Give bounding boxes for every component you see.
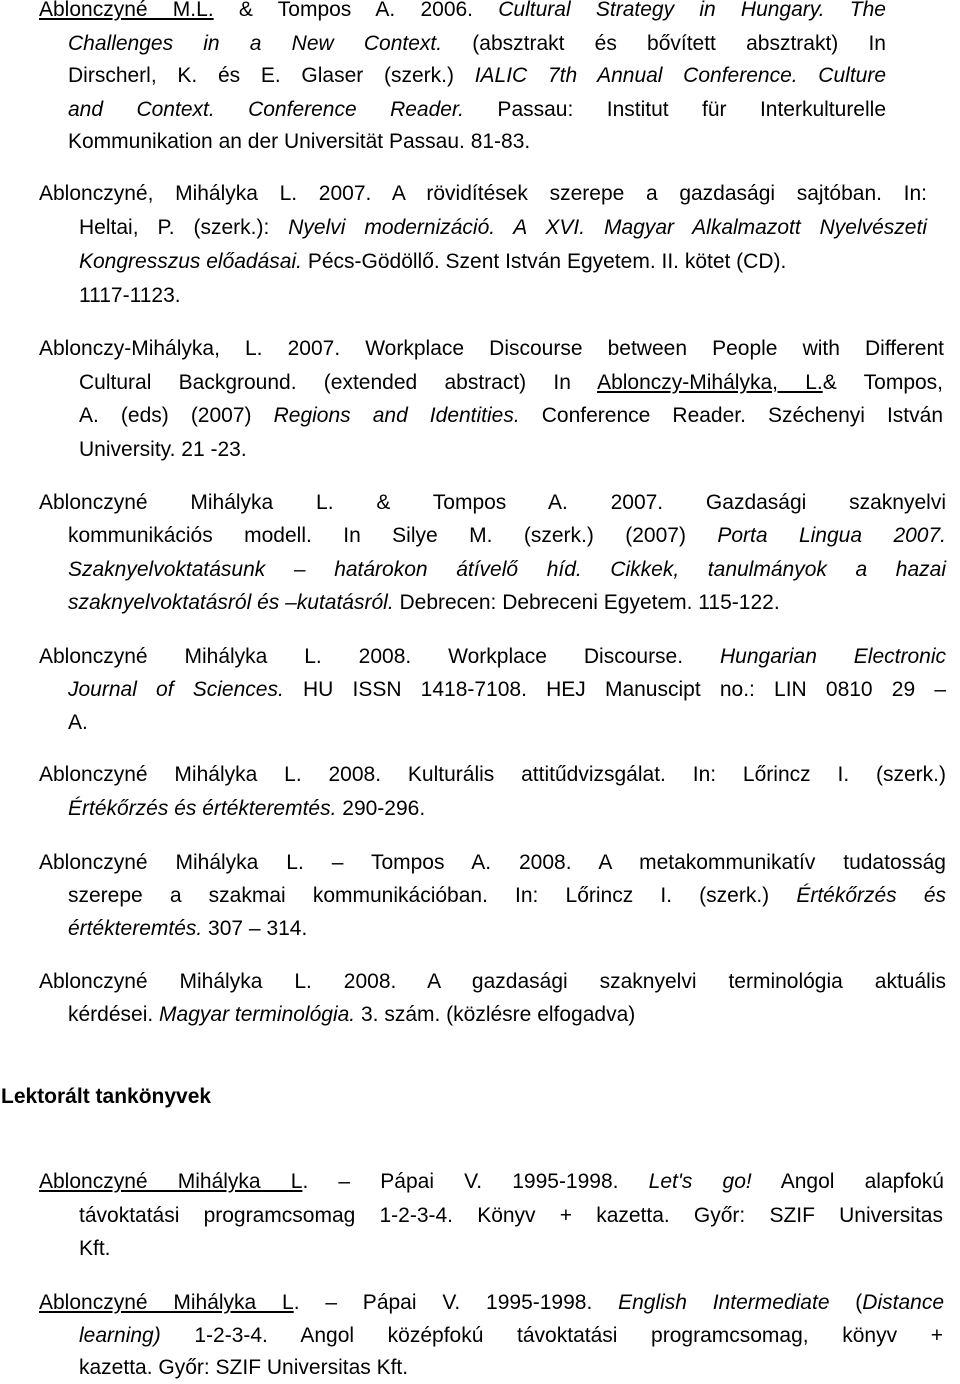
text-segment: (absztrakt és bővített absztrakt) In <box>442 32 886 55</box>
text-segment: University. 21 -23. <box>79 438 247 461</box>
ref-line <box>68 556 946 584</box>
ref-line <box>79 248 786 276</box>
ref-line <box>68 1001 635 1029</box>
text-segment: Kongresszus előadásai. <box>79 250 302 273</box>
ref-line <box>79 214 927 242</box>
ref-line <box>68 96 886 124</box>
text-segment: Passau: Institut für Interkulturelle <box>464 98 887 121</box>
text-segment: Kft. <box>79 1237 111 1260</box>
ref-line <box>39 489 946 517</box>
text-segment: 1-2-3-4. Angol középfokú távoktatási programcsomag, könyv + <box>160 1324 943 1347</box>
text-segment: Debrecen: Debreceni Egyetem. 115-122. <box>393 591 780 614</box>
ref-line <box>79 1322 943 1350</box>
text-segment: Ablonczyné Mihályka L. 2008. Workplace Discourse. <box>39 645 720 668</box>
ref-line <box>79 436 247 464</box>
ref-line <box>79 1235 111 1263</box>
text-segment: ( <box>829 1291 863 1314</box>
ref-line <box>68 522 946 550</box>
ref-line <box>68 915 307 943</box>
ref-line <box>79 1354 408 1382</box>
text-segment: Nyelvi modernizáció. A XVI. Magyar Alkalmazott Nyelvészeti <box>288 216 927 239</box>
text-segment: szerepe a szakmai kommunikációban. In: Lőrincz I. (szerk.) <box>68 884 797 907</box>
text-segment: A. <box>68 711 88 734</box>
section-heading <box>1 1083 211 1111</box>
text-segment: 1117-1123. <box>79 284 181 307</box>
text-segment: Ablonczyné Mihályka L. & Tompos A. 2007. Gazdasági szaknyelvi <box>39 491 946 514</box>
text-segment: Ablonczyné Mihályka L. – Tompos A. 2008. A metakommunikatív tudatosság <box>39 851 946 874</box>
text-segment: & Tompos A. 2006. <box>213 0 499 21</box>
text-segment: Ablonczyné Mihályka L <box>39 1291 294 1314</box>
text-segment: Dirscherl, K. és E. Glaser (szerk.) <box>68 64 475 87</box>
text-segment: Értékőrzés és <box>796 884 946 907</box>
text-segment: HU ISSN 1418-7108. HEJ Manuscipt no.: LIN 0810 29 – <box>283 678 947 701</box>
ref-line <box>68 795 425 823</box>
ref-line <box>39 761 946 789</box>
ref-line <box>79 1202 943 1230</box>
text-segment: Distance <box>862 1291 944 1314</box>
ref-line <box>68 30 886 58</box>
ref-line <box>68 62 886 90</box>
text-segment: kérdései. <box>68 1003 160 1026</box>
text-segment: IALIC 7th Annual Conference. Culture <box>474 64 887 87</box>
text-segment: kommunikációs modell. In Silye M. (szerk.) (2007) <box>68 524 718 547</box>
text-segment: távoktatási programcsomag 1-2-3-4. Könyv + kazetta. Győr: SZIF Universitas <box>79 1204 943 1227</box>
text-segment: Ablonczyné, Mihályka L. 2007. A rövidítések szerepe a gazdasági sajtóban. In: <box>39 182 927 205</box>
text-segment: & Tompos, <box>822 371 944 394</box>
ref-line <box>39 0 886 24</box>
ref-line <box>79 402 943 430</box>
ref-line <box>39 643 946 671</box>
text-segment: Szaknyelvoktatásunk – határokon átívelő híd. Cikkek, tanulmányok a hazai <box>68 558 946 581</box>
ref-line <box>39 968 946 996</box>
text-segment: Ablonczyné Mihályka L. 2008. Kulturális attitűdvizsgálat. In: Lőrincz I. (szerk.) <box>39 763 946 786</box>
ref-line <box>68 128 530 156</box>
ref-line <box>39 1168 944 1196</box>
text-segment: értékteremtés. <box>68 917 203 940</box>
text-segment: Angol alapfokú <box>751 1170 944 1193</box>
text-segment: 3. szám. (közlésre elfogadva) <box>355 1003 636 1026</box>
text-segment: Porta Lingua 2007. <box>717 524 946 547</box>
text-segment: and Context. Conference Reader. <box>68 98 465 121</box>
ref-line <box>39 849 946 877</box>
text-segment: Journal of Sciences. <box>68 678 284 701</box>
text-segment: Cultural Strategy in Hungary. The <box>498 0 886 21</box>
ref-line <box>39 335 944 363</box>
text-segment: Cultural Background. (extended abstract) In <box>79 371 598 394</box>
text-segment: Ablonczy-Mihályka, L. <box>597 371 823 394</box>
ref-line <box>68 589 780 617</box>
text-segment: A. (eds) (2007) <box>79 404 274 427</box>
text-segment: 307 – 314. <box>202 917 308 940</box>
ref-line <box>68 882 946 910</box>
text-segment: Lektorált tankönyvek <box>1 1085 212 1108</box>
ref-line <box>79 369 943 397</box>
text-segment: Ablonczy-Mihályka, L. 2007. Workplace Discourse between People with Different <box>39 337 944 360</box>
text-segment: Magyar terminológia. <box>159 1003 356 1026</box>
text-segment: Conference Reader. Széchenyi István <box>519 404 944 427</box>
ref-line <box>68 709 88 737</box>
text-segment: Let's go! <box>648 1170 752 1193</box>
ref-line <box>79 282 181 310</box>
text-segment: Regions and Identities. <box>273 404 520 427</box>
text-segment: szaknyelvoktatásról és –kutatásról. <box>68 591 394 614</box>
text-segment: . – Pápai V. 1995-1998. <box>293 1291 619 1314</box>
text-segment: . – Pápai V. 1995-1998. <box>302 1170 649 1193</box>
text-segment: Ablonczyné Mihályka L. 2008. A gazdasági szaknyelvi terminológia aktuális <box>39 970 946 993</box>
text-segment: Heltai, P. (szerk.): <box>79 216 289 239</box>
text-segment: Pécs-Gödöllő. Szent István Egyetem. II. kötet (CD). <box>301 250 787 273</box>
text-segment: 290-296. <box>336 797 426 820</box>
ref-line <box>39 1289 944 1317</box>
text-segment: Értékőrzés és értékteremtés. <box>68 797 337 820</box>
text-segment: Ablonczyné Mihályka L <box>39 1170 303 1193</box>
text-segment: Ablonczyné M.L. <box>39 0 214 21</box>
text-segment: kazetta. Győr: SZIF Universitas Kft. <box>79 1356 409 1379</box>
text-segment: English Intermediate <box>618 1291 830 1314</box>
text-segment: Kommunikation an der Universität Passau. 81-83. <box>68 130 531 153</box>
ref-line <box>68 676 946 704</box>
text-segment: Hungarian Electronic <box>719 645 946 668</box>
text-segment: Challenges in a New Context. <box>68 32 443 55</box>
ref-line <box>39 180 927 208</box>
text-segment: learning) <box>79 1324 161 1347</box>
